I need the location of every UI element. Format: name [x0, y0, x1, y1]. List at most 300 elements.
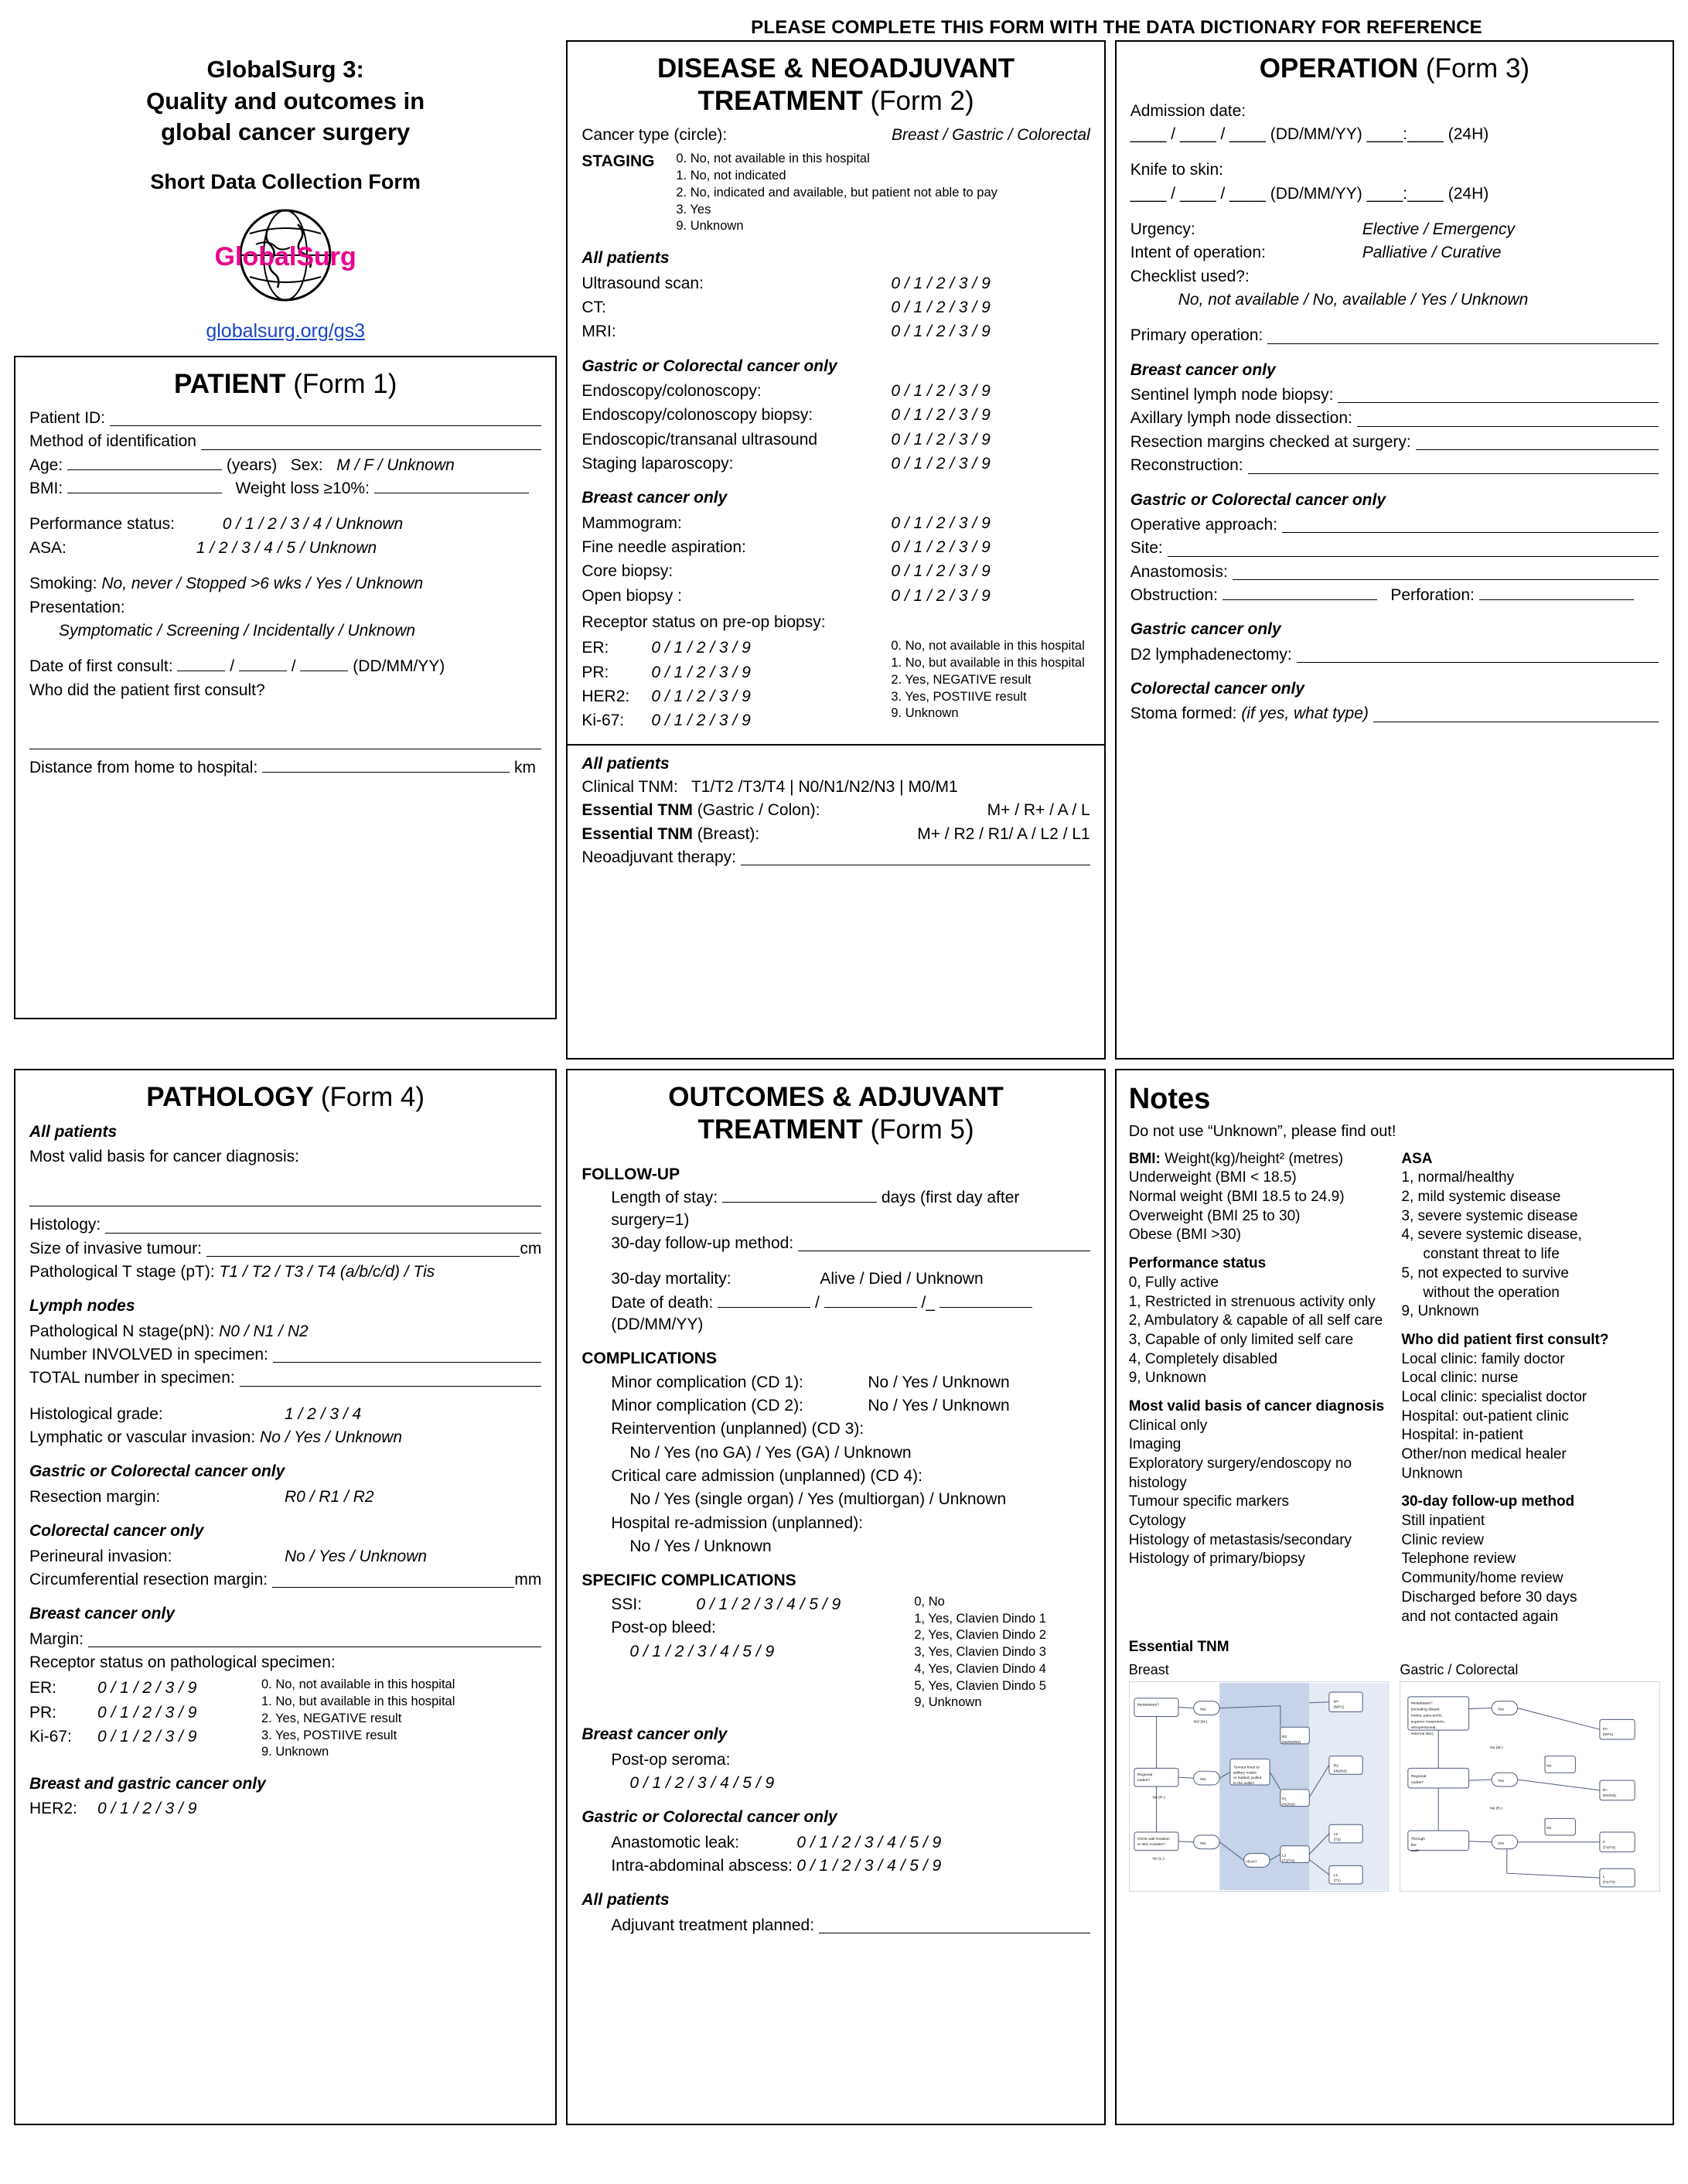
form2-title-line2: TREATMENT [697, 85, 863, 116]
bmi-label: BMI: [29, 479, 63, 498]
pn-stage-options[interactable]: N0 / N1 / N2 [219, 1322, 309, 1340]
core-biopsy-answers[interactable]: 0 / 1 / 2 / 3 / 9 [891, 562, 991, 581]
sex-label: Sex: [290, 456, 323, 474]
urgency-label: Urgency: [1130, 220, 1195, 239]
notes-col-left [1129, 1150, 1388, 1627]
critical-care-label: Critical care admission (unplanned) (CD 4): [611, 1467, 923, 1486]
presentation-row [29, 597, 541, 619]
followup-item-4: Discharged before 30 days [1401, 1589, 1577, 1606]
basis-item-2: Exploratory surgery/endoscopy no histology [1128, 1455, 1352, 1491]
resection-margin-row [29, 1486, 541, 1508]
staging-codes [676, 151, 997, 235]
anastomosis-input[interactable] [1233, 558, 1659, 580]
ps-item-4: 4, Completely disabled [1128, 1350, 1277, 1367]
who-first-consult-input[interactable] [29, 732, 541, 749]
primary-operation-row [1130, 325, 1659, 346]
path-receptor-code-0: 0. No, not available in this hospital [261, 1677, 455, 1692]
tnm-gc-caption: Gastric / Colorectal [1400, 1661, 1519, 1677]
path-her2-answers[interactable]: 0 / 1 / 2 / 3 / 9 [97, 1800, 197, 1818]
receptor-codes [891, 635, 1084, 734]
form1-number: (Form 1) [293, 368, 397, 399]
death-day-input[interactable] [718, 1307, 810, 1308]
pn-stage-label: Pathological N stage(pN): [29, 1322, 215, 1340]
essential-tnm-breast-value[interactable]: M+ / R2 / R1/ A / L2 / L1 [917, 824, 1090, 843]
tnm-gastric-colorectal-chart [1400, 1660, 1660, 1899]
consult-item-0: Local clinic: family doctor [1401, 1350, 1565, 1367]
stoma-row [1130, 703, 1659, 725]
banner-row [14, 11, 1674, 40]
postop-bleed-answers[interactable]: 0 / 1 / 2 / 3 / 4 / 5 / 9 [629, 1642, 775, 1660]
stoma-note [1241, 703, 1369, 725]
followup-method-input[interactable] [798, 1230, 1090, 1251]
basis-item-6: Histology of primary/biopsy [1128, 1551, 1305, 1568]
receptor-code-0: 0. No, not available in this hospital [891, 639, 1085, 653]
pt-stage-options[interactable]: T1 / T2 / T3 / T4 (a/b/c/d) / Tis [219, 1263, 435, 1281]
notes-columns [1129, 1150, 1660, 1627]
svg-text:Yes: Yes [1498, 1708, 1505, 1712]
svg-text:(MP1): (MP1) [1603, 1733, 1614, 1738]
ki67-answers[interactable]: 0 / 1 / 2 / 3 / 9 [651, 712, 751, 730]
cancer-type-options[interactable]: Breast / Gastric / Colorectal [891, 125, 1090, 144]
weight-loss-label: Weight loss ≥10%: [235, 479, 370, 498]
open-biopsy-label: Open biopsy : [581, 586, 682, 605]
distance-input[interactable] [262, 772, 510, 773]
checklist-options[interactable]: No, not available / No, available / Yes / Unknown [1178, 291, 1529, 309]
death-date-row: Date of death: / /_ (DD/MM/YY) [611, 1292, 1090, 1336]
path-her2-row [29, 1798, 541, 1820]
perineural-options[interactable]: No / Yes / Unknown [285, 1547, 428, 1565]
form3-title-text: OPERATION [1259, 53, 1419, 84]
admission-date-input[interactable]: ____ / ____ / ____ [1130, 125, 1266, 144]
ct-answers[interactable]: 0 / 1 / 2 / 3 / 9 [891, 298, 991, 316]
minor1-options[interactable]: No / Yes / Unknown [868, 1373, 1010, 1391]
followup-method-label: 30-day follow-up method: [611, 1234, 794, 1253]
svg-text:Through: Through [1411, 1838, 1426, 1842]
axillary-dissection-input[interactable] [1357, 404, 1659, 426]
svg-text:(N1/N2): (N1/N2) [1281, 1803, 1295, 1807]
lvi-options[interactable]: No / Yes / Unknown [260, 1428, 403, 1447]
operative-approach-row [1130, 514, 1659, 536]
first-consult-row: Date of first consult: / / (DD/MM/YY) [29, 657, 445, 676]
path-receptor-code-3: 3. Yes, POSTIIVE result [261, 1728, 397, 1742]
nodes-involved-label: Number INVOLVED in specimen: [29, 1346, 268, 1364]
svg-text:Yes: Yes [1498, 1841, 1505, 1846]
svg-text:(MP1): (MP1) [1333, 1705, 1344, 1710]
ultrasound-label: Ultrasound scan: [581, 274, 704, 292]
consult-note-head: Who did patient first consult? [1401, 1331, 1609, 1348]
path-receptor-code-4: 9. Unknown [261, 1745, 329, 1759]
d2-lymphadenectomy-input[interactable] [1297, 641, 1659, 663]
staging-laparoscopy-answers[interactable]: 0 / 1 / 2 / 3 / 9 [891, 454, 991, 473]
admission-date-row [1130, 124, 1659, 145]
path-pr-answers[interactable]: 0 / 1 / 2 / 3 / 9 [97, 1703, 197, 1722]
tnm-breast-caption: Breast [1128, 1661, 1169, 1677]
ps-item-0: 0, Fully active [1128, 1274, 1219, 1291]
form2-breast-header: Breast cancer only [581, 489, 728, 507]
path-receptor-code-1: 1. No, but available in this hospital [261, 1694, 455, 1708]
pr-row [581, 662, 891, 684]
presentation-options[interactable]: Symptomatic / Screening / Incidentally / Unknown [59, 621, 416, 640]
brand-subtitle: Short Data Collection Form [150, 170, 421, 194]
path-er-answers[interactable]: 0 / 1 / 2 / 3 / 9 [97, 1679, 197, 1698]
svg-text:No (R-): No (R-) [1490, 1807, 1503, 1811]
performance-status-options[interactable]: 0 / 1 / 2 / 3 / 4 / Unknown [222, 515, 404, 534]
postop-bleed-label: Post-op bleed: [611, 1619, 716, 1637]
knife-time-format: (24H) [1448, 184, 1489, 203]
stoma-input[interactable] [1373, 700, 1659, 722]
staging-code-1: 1. No, not indicated [676, 169, 786, 183]
basis-input[interactable] [29, 1189, 541, 1206]
neoadjuvant-label: Neoadjuvant therapy: [581, 848, 736, 867]
mortality-label: 30-day mortality: [611, 1270, 731, 1288]
followup-item-5: and not contacted again [1401, 1608, 1559, 1625]
asa-options[interactable]: 1 / 2 / 3 / 4 / 5 / Unknown [196, 538, 377, 557]
ssi-answers[interactable]: 0 / 1 / 2 / 3 / 4 / 5 / 9 [696, 1595, 841, 1613]
reconstruction-label: Reconstruction: [1130, 456, 1243, 475]
smoking-row [29, 573, 541, 595]
brand-title-line1: GlobalSurg 3: [206, 56, 364, 84]
primary-operation-input[interactable] [1267, 322, 1659, 343]
crm-unit: mm [514, 1570, 542, 1589]
margin-label: Margin: [29, 1629, 84, 1648]
er-row [581, 637, 891, 659]
margin-input[interactable] [88, 1626, 541, 1647]
adjuvant-label: Adjuvant treatment planned: [611, 1916, 815, 1934]
path-pr-label: PR: [29, 1703, 57, 1722]
consult-date-format: (DD/MM/YY) [353, 657, 445, 676]
essential-tnm-gc-sub: (Gastric / Colon): [697, 801, 820, 820]
d2-lymphadenectomy-label: D2 lymphadenectomy: [1130, 645, 1292, 664]
form3-title [1130, 53, 1659, 84]
svg-text:R2: R2 [1281, 1735, 1287, 1740]
form4-all-patients-header: All patients [29, 1122, 118, 1141]
basis-note-head: Most valid basis of cancer diagnosis [1128, 1397, 1385, 1414]
svg-text:Metastases?: Metastases? [1137, 1703, 1159, 1708]
histology-input[interactable] [105, 1211, 541, 1233]
clinical-tnm-value[interactable]: T1/T2 /T3/T4 | N0/N1/N2/N3 | M0/M1 [691, 778, 958, 797]
mammogram-row [581, 513, 1090, 534]
ps-item-5: 9, Unknown [1128, 1370, 1207, 1387]
reconstruction-input[interactable] [1248, 452, 1659, 473]
knife-date-input[interactable]: ____ / ____ / ____ [1130, 184, 1266, 203]
consult-item-6: Unknown [1401, 1465, 1463, 1482]
open-biopsy-answers[interactable]: 0 / 1 / 2 / 3 / 9 [891, 586, 991, 605]
pr-answers[interactable]: 0 / 1 / 2 / 3 / 9 [651, 663, 751, 681]
tumour-size-row [29, 1238, 541, 1260]
sentinel-node-input[interactable] [1338, 381, 1659, 403]
who-first-consult-label: Who did the patient first consult? [29, 681, 265, 699]
fna-row [581, 537, 1090, 558]
obstruction-input[interactable] [1223, 599, 1377, 600]
resection-margins-label: Resection margins checked at surgery: [1130, 432, 1411, 451]
stoma-label: Stoma formed: [1130, 705, 1237, 723]
cd-code-2: 2, Yes, Clavien Dindo 2 [914, 1628, 1046, 1643]
svg-text:nodes, para-aortic,: nodes, para-aortic, [1411, 1714, 1444, 1718]
knife-time-input[interactable]: ____:____ [1366, 184, 1444, 203]
anastomotic-leak-label: Anastomotic leak: [611, 1833, 740, 1851]
path-ki67-label: Ki-67: [29, 1727, 72, 1745]
tumour-size-label: Size of invasive tumour: [29, 1239, 202, 1258]
svg-text:Chest wall invasion: Chest wall invasion [1137, 1838, 1170, 1842]
er-label: ER: [581, 639, 609, 657]
ssi-row [611, 1594, 914, 1616]
first-consult-label: Date of first consult: [29, 657, 173, 676]
svg-text:(T3/T4): (T3/T4) [1281, 1859, 1294, 1864]
histological-grade-options[interactable]: 1 / 2 / 3 / 4 [285, 1404, 362, 1423]
svg-text:(T1/T2): (T1/T2) [1603, 1881, 1616, 1885]
form4-breast-header: Breast cancer only [29, 1605, 175, 1623]
ultrasound-answers[interactable]: 0 / 1 / 2 / 3 / 9 [891, 274, 991, 292]
cd-code-0: 0, No [914, 1594, 945, 1609]
anastomotic-leak-answers[interactable]: 0 / 1 / 2 / 3 / 4 / 5 / 9 [796, 1833, 942, 1851]
nodes-involved-input[interactable] [273, 1341, 541, 1363]
consult-item-3: Hospital: out-patient clinic [1401, 1408, 1569, 1425]
svg-text:R1: R1 [1281, 1797, 1287, 1802]
bmi-note-label: BMI: [1128, 1150, 1161, 1167]
svg-text:external iliac): external iliac) [1411, 1732, 1434, 1737]
svg-text:M+: M+ [1333, 1700, 1339, 1705]
smoking-options[interactable]: No, never / Stopped >6 wks / Yes / Unknown [101, 575, 424, 593]
fna-label: Fine needle aspiration: [581, 537, 746, 556]
bmi-row [29, 478, 541, 500]
nodes-involved-row [29, 1344, 541, 1366]
age-label: Age: [29, 456, 63, 474]
her2-label: HER2: [581, 688, 630, 705]
endoscopy-label: Endoscopy/colonoscopy: [581, 381, 762, 400]
svg-text:R2: R2 [1333, 1764, 1338, 1769]
form3-breast-header: Breast cancer only [1130, 360, 1276, 379]
svg-text:Yes: Yes [1199, 1841, 1206, 1846]
obstruction-label: Obstruction: [1130, 585, 1218, 604]
form2-disease-box [566, 40, 1105, 1060]
logo-wordmark: GlobalSurg [214, 241, 356, 271]
urgency-options[interactable]: Elective / Emergency [1362, 220, 1515, 239]
basis-item-3: Tumour specific markers [1128, 1493, 1290, 1510]
method-id-input[interactable] [201, 428, 541, 449]
los-label: Length of stay: [611, 1189, 718, 1207]
patient-id-row [29, 408, 541, 429]
operative-approach-input[interactable] [1282, 511, 1659, 533]
neoadjuvant-row [581, 847, 1090, 868]
form3-colorectal-header: Colorectal cancer only [1130, 679, 1304, 698]
bottom-section [14, 1069, 1674, 2125]
lvi-label: Lymphatic or vascular invasion: [29, 1428, 256, 1447]
path-ki67-answers[interactable]: 0 / 1 / 2 / 3 / 9 [97, 1727, 197, 1745]
admission-time-input[interactable]: ____:____ [1366, 125, 1444, 144]
ki67-label: Ki-67: [581, 712, 625, 730]
intra-abdominal-answers[interactable]: 0 / 1 / 2 / 3 / 4 / 5 / 9 [796, 1856, 942, 1875]
margin-row [29, 1629, 541, 1650]
resection-margins-input[interactable] [1416, 428, 1659, 450]
pt-stage-label: Pathological T stage (pT): [29, 1263, 215, 1281]
los-input[interactable] [722, 1202, 877, 1203]
path-her2-label: HER2: [29, 1800, 77, 1818]
readmission-label: Hospital re-admission (unplanned): [611, 1513, 864, 1532]
svg-text:L1: L1 [1333, 1874, 1338, 1879]
neoadjuvant-input[interactable] [741, 844, 1090, 865]
svg-text:Tumour fixed to: Tumour fixed to [1233, 1766, 1260, 1770]
nodes-total-input[interactable] [240, 1364, 542, 1386]
patient-id-input[interactable] [110, 404, 541, 426]
resection-margin-label: Resection margin: [29, 1487, 161, 1506]
form2-gc-header: Gastric or Colorectal cancer only [581, 357, 837, 375]
er-answers[interactable]: 0 / 1 / 2 / 3 / 9 [651, 639, 751, 657]
essential-tnm-gc-value[interactable]: M+ / R+ / A / L [987, 801, 1090, 820]
followup-header: FOLLOW-UP [581, 1165, 680, 1183]
brand-title-line3: global cancer surgery [161, 118, 411, 145]
crm-input[interactable] [272, 1566, 514, 1588]
notes-title: Notes [1128, 1083, 1211, 1116]
followup-item-1: Clinic review [1401, 1531, 1485, 1548]
form2-title [581, 53, 1090, 117]
form5-number: (Form 5) [870, 1114, 974, 1145]
death-month-input[interactable] [824, 1307, 917, 1308]
minor2-label: Minor complication (CD 2): [611, 1397, 803, 1415]
mortality-options[interactable]: Alive / Died / Unknown [820, 1270, 984, 1288]
endoscopy-biopsy-answers[interactable]: 0 / 1 / 2 / 3 / 9 [891, 406, 991, 425]
notes-subtitle: Do not use “Unknown”, please find out! [1128, 1122, 1396, 1140]
ssi-label: SSI: [611, 1595, 643, 1613]
basis-item-5: Histology of metastasis/secondary [1128, 1531, 1352, 1548]
svg-text:Yes: Yes [1199, 1778, 1206, 1783]
presentation-label: Presentation: [29, 598, 125, 616]
distance-row [29, 757, 541, 779]
svg-text:No: No [1546, 1827, 1552, 1831]
cd-code-6: 9, Unknown [914, 1695, 982, 1710]
mri-label: MRI: [581, 322, 616, 341]
resection-margin-options[interactable]: R0 / R1 / R2 [285, 1487, 374, 1506]
her2-answers[interactable]: 0 / 1 / 2 / 3 / 9 [651, 688, 751, 705]
endoscopy-answers[interactable]: 0 / 1 / 2 / 3 / 9 [891, 381, 991, 400]
checklist-label: Checklist used?: [1130, 267, 1250, 285]
cancer-type-row [581, 125, 1090, 146]
smoking-label: Smoking: [29, 575, 97, 593]
intent-options[interactable]: Palliative / Curative [1362, 244, 1502, 262]
reintervention-options[interactable]: No / Yes (no GA) / Yes (GA) / Unknown [629, 1443, 912, 1462]
svg-text:L2: L2 [1281, 1854, 1287, 1858]
receptor-preop-label: Receptor status on pre-op biopsy: [581, 613, 826, 631]
seroma-answers[interactable]: 0 / 1 / 2 / 3 / 4 / 5 / 9 [629, 1773, 775, 1792]
svg-text:the: the [1411, 1843, 1417, 1848]
readmission-options[interactable]: No / Yes / Unknown [629, 1537, 772, 1556]
svg-text:(IN2N0): (IN2N0) [1333, 1769, 1347, 1774]
notes-col-right [1401, 1150, 1660, 1627]
form2-tnm-header: All patients [581, 754, 670, 773]
tumour-size-input[interactable] [206, 1235, 520, 1257]
asa-row [29, 537, 541, 559]
form3-gc-header: Gastric or Colorectal cancer only [1130, 490, 1386, 509]
consult-item-4: Hospital: in-patient [1401, 1427, 1523, 1444]
svg-text:or skin nodules?: or skin nodules? [1137, 1842, 1165, 1847]
staging-laparoscopy-label: Staging laparoscopy: [581, 454, 734, 473]
bmi-item-3: Obese (BMI >30) [1128, 1227, 1241, 1244]
staging-code-4: 9. Unknown [676, 219, 744, 234]
clinical-tnm-row [581, 776, 1090, 798]
death-year-input[interactable] [939, 1307, 1032, 1308]
asa-item-7: 9, Unknown [1401, 1303, 1479, 1320]
svg-text:<5cm?: <5cm? [1245, 1860, 1257, 1865]
adjuvant-input[interactable] [819, 1912, 1090, 1933]
sex-options[interactable]: M / F / Unknown [336, 456, 455, 474]
specific-complications-block [581, 1592, 1090, 1711]
consult-item-5: Other/non medical healer [1401, 1446, 1567, 1462]
followup-item-0: Still inpatient [1401, 1513, 1485, 1530]
asa-item-3: 4, severe systemic disease, [1401, 1227, 1582, 1244]
mri-answers[interactable]: 0 / 1 / 2 / 3 / 9 [891, 322, 991, 341]
death-date-format: (DD/MM/YY) [611, 1316, 704, 1334]
form4-breast-gastric-header: Breast and gastric cancer only [29, 1775, 266, 1793]
essential-tnm-gc-label: Essential TNM [581, 801, 693, 820]
intent-label: Intent of operation: [1130, 244, 1266, 262]
form5-title-line1: OUTCOMES & ADJUVANT [668, 1082, 1004, 1113]
crm-row [29, 1569, 541, 1591]
asa-item-0: 1, normal/healthy [1401, 1169, 1515, 1186]
right-column [1115, 40, 1674, 1060]
form5-title [581, 1081, 1090, 1145]
site-row [1130, 537, 1659, 559]
asa-label: ASA: [29, 538, 66, 557]
operative-approach-label: Operative approach: [1130, 515, 1278, 534]
asa-item-4: constant threat to life [1423, 1246, 1560, 1263]
svg-text:to the axilla?: to the axilla? [1233, 1782, 1255, 1786]
form5-column [566, 1069, 1105, 2125]
sentinel-node-row [1130, 384, 1659, 406]
age-sex-row [29, 455, 541, 476]
age-input[interactable] [67, 469, 222, 470]
form1-title-text: PATIENT [173, 368, 286, 399]
svg-text:nodes?: nodes? [1411, 1781, 1424, 1786]
fna-answers[interactable]: 0 / 1 / 2 / 3 / 9 [891, 537, 991, 556]
form4-column [14, 1069, 557, 2125]
minor2-options[interactable]: No / Yes / Unknown [868, 1397, 1010, 1415]
cd-code-3: 3, Yes, Clavien Dindo 3 [914, 1645, 1046, 1660]
transanal-ultrasound-label: Endoscopic/transanal ultrasound [581, 430, 818, 449]
mortality-row [611, 1268, 1090, 1290]
patient-id-label: Patient ID: [29, 409, 106, 428]
death-date-label: Date of death: [611, 1293, 714, 1312]
mammogram-answers[interactable]: 0 / 1 / 2 / 3 / 9 [891, 514, 991, 532]
ps-item-3: 3, Capable of only limited self care [1128, 1331, 1354, 1348]
consult-item-1: Local clinic: nurse [1401, 1370, 1519, 1387]
lymph-nodes-header: Lymph nodes [29, 1297, 135, 1316]
svg-text:Metastases?: Metastases? [1411, 1701, 1433, 1706]
svg-text:(T3): (T3) [1333, 1838, 1341, 1843]
site-input[interactable] [1168, 534, 1659, 556]
essential-tnm-breast-label: Essential TNM [581, 824, 693, 843]
transanal-ultrasound-answers[interactable]: 0 / 1 / 2 / 3 / 9 [891, 430, 991, 449]
site-label: Site: [1130, 539, 1163, 558]
mammogram-label: Mammogram: [581, 514, 682, 532]
complications-header: COMPLICATIONS [581, 1350, 717, 1368]
admission-time-format: (24H) [1448, 125, 1489, 144]
form5-gc-header: Gastric or Colorectal cancer only [581, 1808, 837, 1827]
globalsurg-link[interactable]: globalsurg.org/gs3 [206, 320, 366, 343]
perforation-input[interactable] [1479, 599, 1634, 600]
tnm-gc-flowchart-image [1400, 1681, 1660, 1892]
admission-date-format: (DD/MM/YY) [1270, 125, 1362, 144]
bmi-item-0: Underweight (BMI < 18.5) [1128, 1169, 1297, 1186]
knife-to-skin-label: Knife to skin: [1130, 161, 1223, 179]
left-column [14, 40, 557, 1019]
distance-label: Distance from home to hospital: [29, 758, 258, 776]
critical-care-options[interactable]: No / Yes (single organ) / Yes (multiorgan) / Unknown [629, 1490, 1007, 1509]
clavien-dindo-codes [914, 1592, 1046, 1711]
performance-status-label: Performance status: [29, 515, 175, 534]
crm-label: Circumferential resection margin: [29, 1570, 268, 1589]
form5-title-line2: TREATMENT [697, 1114, 863, 1145]
core-biopsy-label: Core biopsy: [581, 562, 673, 581]
obstruction-perforation-row [1130, 585, 1659, 606]
